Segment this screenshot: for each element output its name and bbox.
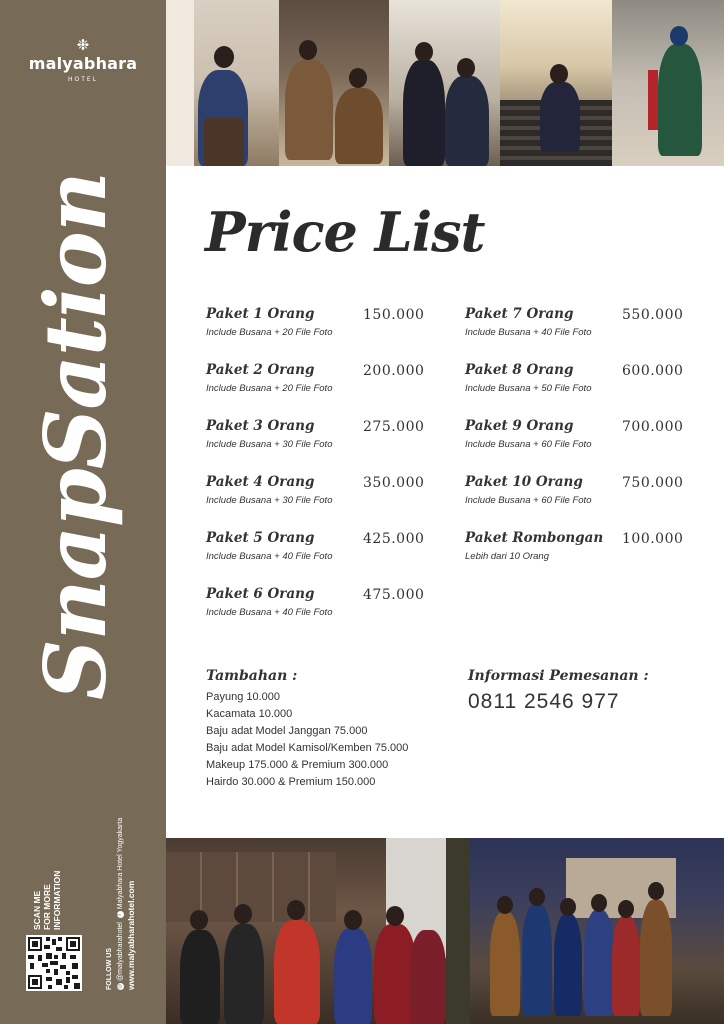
package-item (206, 306, 446, 338)
qr-code[interactable] (26, 935, 82, 991)
package-name: Paket 1 Orang (206, 306, 315, 322)
photo-bottom-2 (446, 838, 724, 1024)
booking-phone[interactable]: 0811 2546 977 (468, 690, 620, 713)
booking-info-title: Informasi Pemesanan : (468, 668, 649, 684)
package-item (206, 362, 446, 394)
website-link[interactable]: www.malyabharahotel.com (126, 880, 136, 990)
package-name: Paket 9 Orang (465, 418, 574, 434)
package-price: 600.000 (622, 363, 684, 379)
package-price: 700.000 (622, 419, 684, 435)
package-description: Include Busana + 20 File Foto (206, 327, 333, 338)
hotel-logo (0, 38, 166, 83)
package-description: Include Busana + 20 File Foto (206, 383, 333, 394)
facebook-page-text: Malyabhara Hotel Yogyakarta (117, 817, 124, 910)
package-name: Paket 7 Orang (465, 306, 574, 322)
extras-item: Baju adat Model Janggan 75.000 (206, 725, 368, 737)
photo-top-4 (500, 0, 612, 166)
extras-item: Kacamata 10.000 (206, 708, 293, 720)
package-item (465, 474, 705, 506)
scan-line-3: INFORMATION (52, 870, 62, 930)
snapsation-title-text: SnapSation (26, 172, 125, 700)
extras-item: Payung 10.000 (206, 691, 281, 703)
package-description: Include Busana + 60 File Foto (465, 495, 592, 506)
package-price: 200.000 (363, 363, 425, 379)
package-item (465, 306, 705, 338)
package-item (465, 362, 705, 394)
scan-line-2: FOR MORE (42, 884, 52, 930)
extras-item: Makeup 175.000 & Premium 300.000 (206, 759, 389, 771)
follow-us-label: FOLLOW US (106, 948, 113, 990)
photo-top-1 (166, 0, 279, 166)
extras-item: Baju adat Model Kamisol/Kemben 75.000 (206, 742, 409, 754)
photo-top-2 (279, 0, 389, 166)
package-name: Paket 10 Orang (465, 474, 583, 490)
package-description: Include Busana + 30 File Foto (206, 439, 333, 450)
package-name: Paket Rombongan (465, 530, 604, 546)
price-list-title: Price List (205, 200, 485, 264)
extras-item: Hairdo 30.000 & Premium 150.000 (206, 776, 376, 788)
package-description: Include Busana + 60 File Foto (465, 439, 592, 450)
logo-name: malyabhara (28, 54, 138, 73)
scan-me-text (32, 871, 62, 930)
instagram-icon: ◎ (116, 983, 123, 990)
extras-title: Tambahan : (206, 668, 298, 684)
logo-subtitle: HOTEL (67, 76, 99, 83)
package-description: Include Busana + 40 File Foto (206, 607, 333, 618)
package-name: Paket 5 Orang (206, 530, 315, 546)
qr-code-icon (26, 935, 82, 991)
sidebar (0, 0, 166, 1024)
package-name: Paket 4 Orang (206, 474, 315, 490)
photo-top-5 (612, 0, 724, 166)
package-price: 275.000 (363, 419, 425, 435)
package-item (465, 530, 705, 562)
package-item (465, 418, 705, 450)
scan-line-1: SCAN ME (32, 890, 42, 930)
package-price: 425.000 (363, 531, 425, 547)
package-price: 750.000 (622, 475, 684, 491)
package-item (206, 586, 446, 618)
package-price: 100.000 (622, 531, 684, 547)
package-item (206, 418, 446, 450)
package-item (206, 474, 446, 506)
booking-info (468, 668, 649, 714)
package-description: Lebih dari 10 Orang (465, 551, 549, 562)
facebook-icon: f (117, 911, 124, 918)
package-name: Paket 8 Orang (465, 362, 574, 378)
logo-flower-icon: ❉ (76, 36, 90, 54)
package-item (206, 530, 446, 562)
package-description: Include Busana + 40 File Foto (465, 327, 592, 338)
instagram-handle[interactable] (115, 818, 126, 990)
follow-us (104, 818, 137, 990)
photo-top-3 (389, 0, 500, 166)
package-price: 550.000 (622, 307, 684, 323)
photo-bottom-1 (166, 838, 446, 1024)
package-name: Paket 3 Orang (206, 418, 315, 434)
package-description: Include Busana + 50 File Foto (465, 383, 592, 394)
package-price: 475.000 (363, 587, 425, 603)
extras-section (206, 668, 408, 791)
package-name: Paket 6 Orang (206, 586, 315, 602)
package-description: Include Busana + 30 File Foto (206, 495, 333, 506)
package-price: 150.000 (363, 307, 425, 323)
package-price: 350.000 (363, 475, 425, 491)
package-name: Paket 2 Orang (206, 362, 315, 378)
instagram-handle-text: @malyabharahotel (117, 922, 124, 981)
package-description: Include Busana + 40 File Foto (206, 551, 333, 562)
